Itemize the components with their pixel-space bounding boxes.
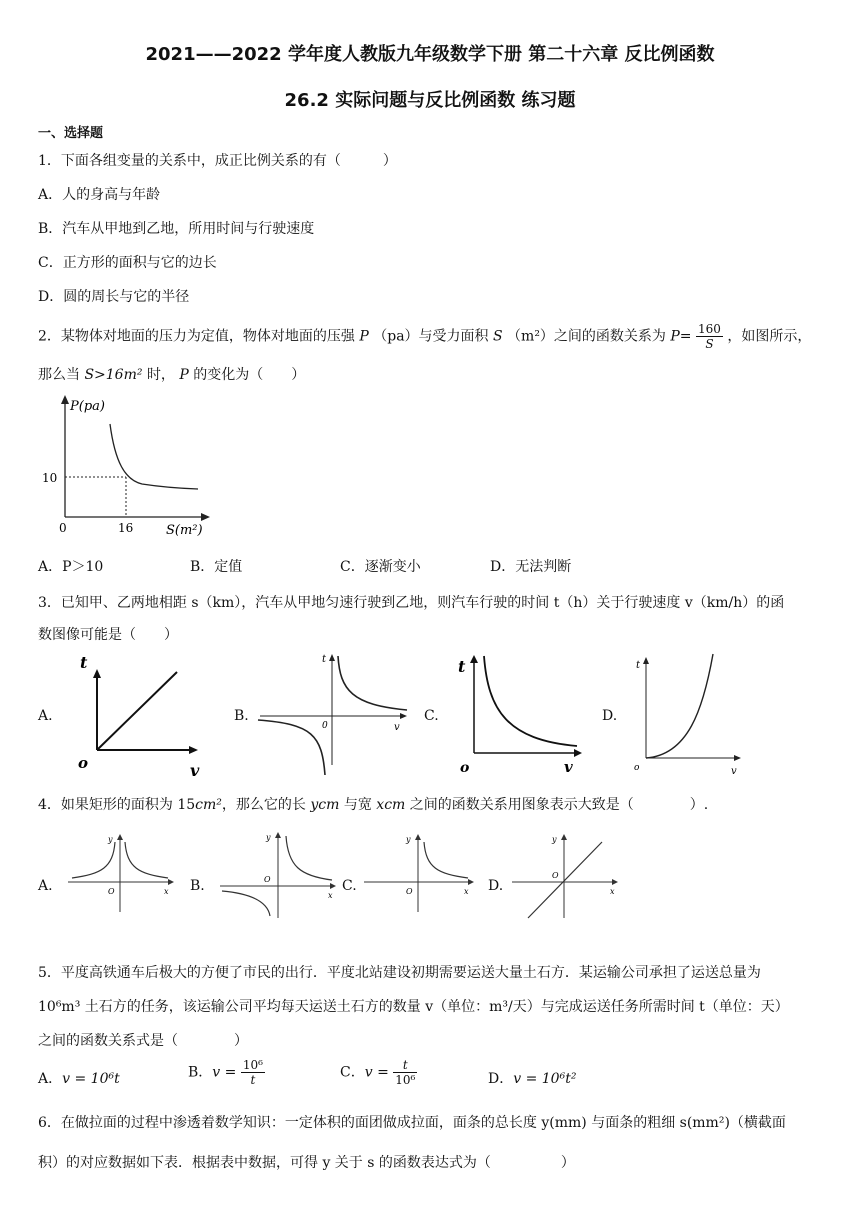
q1-option-a: A．人的身高与年龄 [38,187,161,203]
q2-option-a: A．P＞10 [38,559,104,575]
q4-var-y: ycm [310,797,340,813]
q3-b-curve-lower [258,720,325,775]
q4-stem-d: 之间的函数关系用图象表示大致是（ ）. [409,797,709,813]
q2-stem-b: （pa）与受力面积 [373,328,489,345]
q4-c-axis-x: x [464,887,469,896]
q4-a-axis-x: x [164,887,169,896]
q3-graph-d [628,650,758,780]
q2-curve [110,424,198,489]
q3-option-d-label: D. [602,708,618,724]
q2-xtick: 16 [118,521,134,535]
q5-expr-b-lhs: v = [212,1064,237,1081]
q5-opt-d-label: D． [488,1071,514,1087]
q4-stem-a: 4．如果矩形的面积为 15 [38,797,196,813]
q3-b-curve-upper [338,656,407,710]
q1-option-b: B．汽车从甲地到乙地，所用时间与行驶速度 [38,221,315,237]
q3-a-line [97,672,177,750]
q5-expr-b-num: 10⁶ [242,1058,263,1072]
q4-option-c-label: C. [342,878,357,894]
page-title: 2021——2022 学年度人教版九年级数学下册 第二十六章 反比例函数 [145,44,715,65]
q2-graph [30,392,230,542]
q3-c-curve [484,656,577,746]
q4-graph-a [64,830,176,914]
q2-line2-c: 的变化为（ ） [193,367,306,383]
q5-option-b [188,1058,265,1087]
q1-option-c: C．正方形的面积与它的边长 [38,255,217,271]
q2-formula-den: S [705,337,714,351]
q3-a-origin: o [78,754,89,772]
q2-option-b: B．定值 [190,559,243,575]
q2-line2-var-p: P [179,367,189,383]
q5-expr-b-frac [241,1058,265,1087]
q5-option-d [488,1068,576,1088]
q4-d-origin: O [552,871,559,880]
q5-expr-d: v = 10⁶t² [513,1071,577,1087]
q4-var-x: xcm [376,797,406,813]
q3-stem-line1: 3．已知甲、乙两地相距 s（km），汽车从甲地匀速行驶到乙地，则汽车行驶的时间 t（h）关于行驶速度 v（km/h）的函 [38,595,785,611]
q4-graph-d [508,830,622,920]
q5-option-a [38,1068,120,1088]
q3-d-axis-t: t [636,660,641,671]
q4-option-d-label: D. [488,878,504,894]
q3-option-a-label: A. [38,708,53,724]
q3-c-axis-v: v [564,758,573,776]
section-heading: 一、选择题 [38,126,104,141]
q2-line2 [38,364,305,384]
q4-stem-c: 与宽 [343,797,372,813]
q2-formula-lhs: P= [670,328,692,345]
q3-graph-c [452,650,592,780]
q2-var-s: S [493,328,503,345]
q3-c-origin: o [460,760,470,776]
q2-stem [38,322,811,351]
q3-option-c-label: C. [424,708,439,724]
q2-stem-c: （m²）之间的函数关系为 [507,328,666,345]
q3-c-axis-t: t [458,657,466,676]
q5-expr-c-num: t [393,1058,417,1073]
q4-d-axis-y: y [552,835,557,844]
q3-a-axis-t: t [80,653,88,672]
q2-xlabel: S(m²) [166,523,203,538]
q5-expr-c-den: 10⁶ [395,1073,416,1087]
q4-b-axis-x: x [328,891,333,900]
q4-stem [38,794,708,814]
page-subtitle: 26.2 实际问题与反比例函数 练习题 [284,90,576,111]
q1-stem: 1．下面各组变量的关系中，成正比例关系的有（ ） [38,153,397,169]
q5-opt-a-label: A． [38,1071,63,1087]
q2-ylabel: P(pa) [70,399,105,414]
q3-b-axis-v: v [394,722,400,733]
q5-line1: 5．平度高铁通车后极大的方便了市民的出行．平度北站建设初期需要运送大量土石方．某运输公司承担了运送总量为 [38,965,761,981]
q5-option-c [340,1058,417,1087]
q3-option-b-label: B. [234,708,249,724]
q5-line3: 之间的函数关系式是（ ） [38,1033,248,1049]
q2-option-c: C．逐渐变小 [340,559,421,575]
q2-origin: 0 [59,521,67,535]
q2-formula-num: 160 [698,322,721,336]
q5-expr-b-den: t [250,1073,256,1087]
q3-d-curve [646,654,713,758]
q2-stem-d: ，如图所示， [727,328,812,345]
q3-graph-a [72,650,212,780]
q4-c-origin: O [406,887,413,896]
q4-graph-b [216,828,340,920]
q4-a-axis-y: y [108,835,113,844]
q3-stem-line2: 数图像可能是（ ） [38,627,178,643]
q6-line1: 6．在做拉面的过程中渗透着数学知识：一定体积的面团做成拉面，面条的总长度 y(mm) 与面条的粗细 s(mm²)（横截面 [38,1115,786,1131]
q4-graph-c [360,830,478,914]
q4-d-axis-x: x [610,887,615,896]
q5-expr-c-lhs: v = [364,1064,389,1081]
q4-b-axis-y: y [266,833,271,842]
q3-a-axis-v: v [190,761,200,780]
q3-d-origin: o [634,763,640,773]
q2-var-p: P [359,328,369,345]
q5-expr-a: v = 10⁶t [62,1071,120,1087]
q1-option-d: D．圆的周长与它的半径 [38,289,190,305]
q5-opt-c-label: C． [340,1064,365,1081]
q4-option-b-label: B. [190,878,205,894]
q2-ytick: 10 [42,471,58,485]
q2-line2-b: 时， [146,367,175,383]
q3-graph-b [252,650,412,780]
q4-c-axis-y: y [406,835,411,844]
q5-line2: 10⁶m³ 土石方的任务，该运输公司平均每天运送土石方的数量 v（单位：m³/天）与完成运送任务所需时间 t（单位：天） [38,999,789,1015]
q3-d-axis-v: v [731,766,737,777]
q5-expr-c-frac [393,1058,417,1087]
q4-stem-b: ，那么它的长 [221,797,306,813]
q3-b-axis-t: t [322,654,327,665]
q6-line2: 积）的对应数据如下表．根据表中数据，可得 y 关于 s 的函数表达式为（ ） [38,1155,575,1171]
q2-option-d: D．无法判断 [490,559,572,575]
q2-line2-a: 那么当 [38,367,80,383]
q3-b-origin: 0 [322,721,328,731]
q4-a-origin: O [108,887,115,896]
q2-stem-a: 2．某物体对地面的压力为定值，物体对地面的压强 [38,328,355,345]
q2-formula-fraction [696,322,723,351]
q4-b-origin: O [264,875,271,884]
q4-option-a-label: A. [38,878,53,894]
q5-opt-b-label: B． [188,1064,213,1081]
q4-unit-area: cm² [195,797,222,813]
q2-line2-cond: S>16m² [84,367,143,383]
